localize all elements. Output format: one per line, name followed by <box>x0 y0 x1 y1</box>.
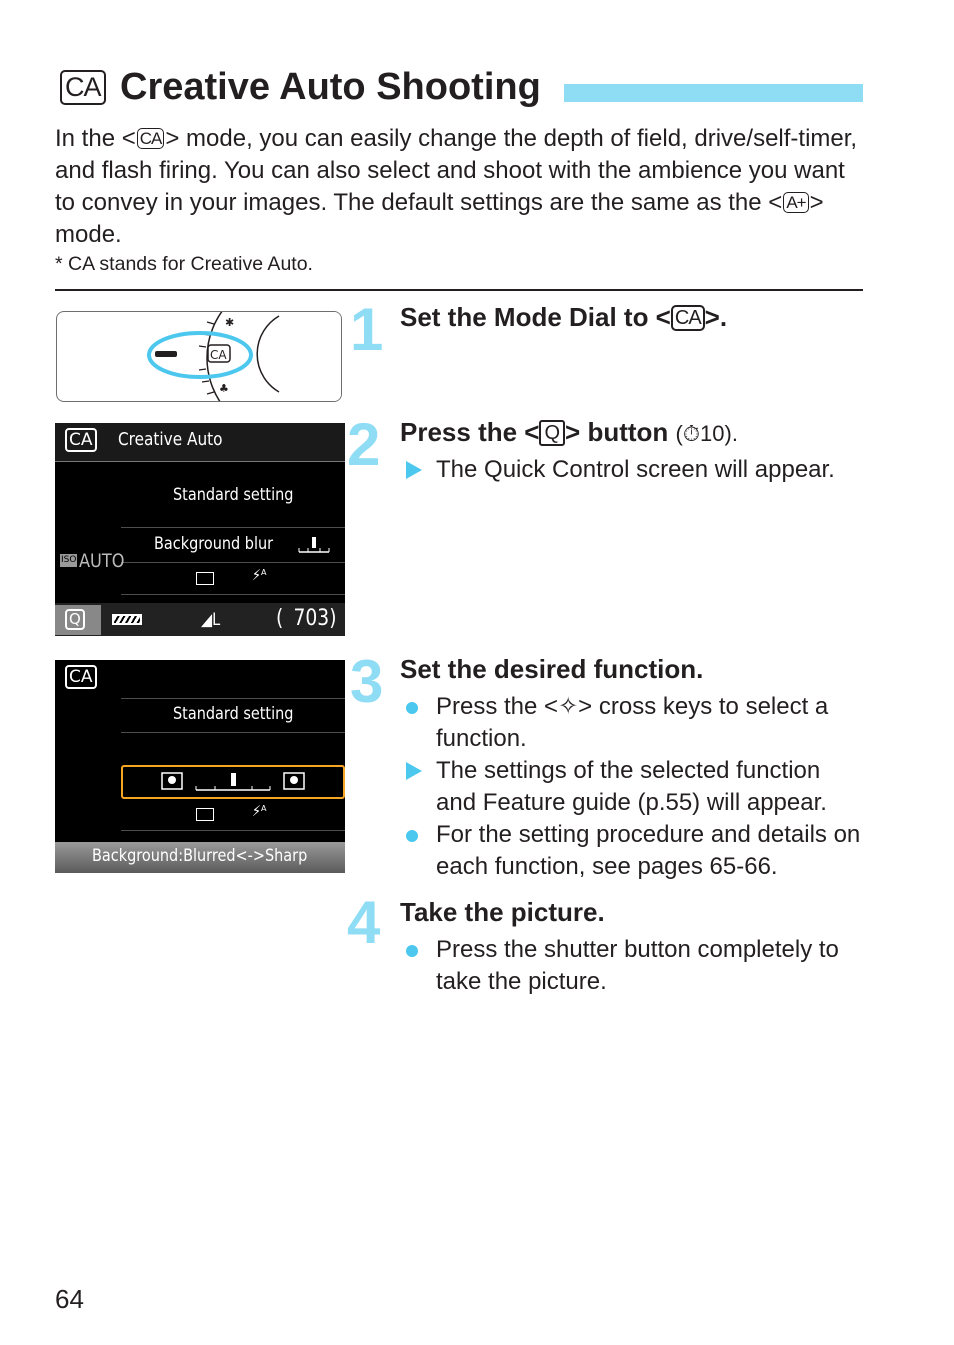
creative-auto-icon: CA <box>65 428 97 452</box>
page-title: Creative Auto Shooting <box>120 66 541 108</box>
mode-dial-icon <box>57 312 342 402</box>
drive-single-icon <box>196 808 214 821</box>
scene-intelligent-auto-icon: A+ <box>783 192 808 213</box>
mode-dial-illustration <box>56 311 342 402</box>
title-accent-bar <box>564 84 863 102</box>
svg-text:CA: CA <box>210 348 227 362</box>
bullet-text: Press the <✧> cross keys to select a function. <box>436 693 829 752</box>
bullet-dot-icon <box>406 945 418 957</box>
creative-auto-icon: CA <box>65 665 97 689</box>
divider <box>121 698 345 699</box>
bullet-text: Press the shutter button completely to take the picture. <box>436 936 839 995</box>
shots-remaining: ( 703) <box>276 606 337 631</box>
mode-name: Creative Auto <box>118 429 223 450</box>
image-quality: ◢L <box>201 610 221 630</box>
list-item <box>403 755 863 819</box>
battery-icon <box>112 614 142 625</box>
divider <box>121 562 345 563</box>
list-item <box>403 819 863 883</box>
section-header <box>60 66 865 110</box>
creative-auto-icon: CA <box>60 70 106 105</box>
function-select-screen <box>55 660 345 873</box>
step-title-text: Set the Mode Dial to < <box>400 302 671 332</box>
divider <box>121 830 345 831</box>
page-reference: (⏱10). <box>675 421 738 446</box>
creative-auto-icon: CA <box>137 128 165 149</box>
quick-control-icon: Q <box>539 420 565 446</box>
flash-auto-icon: ⚡ᴬ <box>252 566 267 584</box>
svg-text:♣: ♣ <box>219 382 229 395</box>
blur-slider-icon <box>160 770 308 794</box>
arrow-icon <box>406 461 422 479</box>
blur-scale-icon <box>297 535 331 555</box>
divider <box>121 594 345 595</box>
image-quality-value: L <box>212 610 221 630</box>
step-number: 3 <box>350 648 384 715</box>
iso-icon: ISO <box>61 555 77 565</box>
step-number: 1 <box>350 296 384 363</box>
step-title: Take the picture. <box>400 897 605 927</box>
arrow-icon <box>406 762 422 780</box>
background-blur-setting: Background blur <box>154 534 274 554</box>
list-item <box>403 691 863 755</box>
intro-text-1: In the < <box>55 125 136 152</box>
bullet-dot-icon <box>406 830 418 842</box>
intro-text-3: > mode. <box>55 189 824 248</box>
shots-remaining-value: 703 <box>293 606 330 631</box>
step-title <box>400 417 738 448</box>
ambience-setting: Standard setting <box>173 485 294 505</box>
footnote: * CA stands for Creative Auto. <box>55 253 313 275</box>
q-icon: Q <box>65 609 85 630</box>
step-title <box>400 302 727 333</box>
step-number: 4 <box>347 889 381 956</box>
drive-single-icon <box>196 572 214 585</box>
bullet-dot-icon <box>406 702 418 714</box>
bullet-text: For the setting procedure and details on each function, see pages 65-66. <box>436 821 861 880</box>
feature-guide-text: Background:Blurred<->Sharp <box>92 846 308 866</box>
divider <box>121 527 345 528</box>
bullet-text: The Quick Control screen will appear. <box>436 456 835 483</box>
creative-auto-icon: CA <box>671 305 705 331</box>
step-title-text: >. <box>704 302 728 332</box>
flash-auto-icon: ⚡ᴬ <box>252 802 267 820</box>
intro-text-2: > mode, you can easily change the depth of field, drive/self-timer, and flash firing. You can also select and shoot with the ambience you want to convey in your images. The default settings are the same as the < <box>55 125 858 216</box>
step-bullets <box>403 454 863 486</box>
quick-control-screen <box>55 423 345 636</box>
bullet-text: The settings of the selected function and Feature guide (p.55) will appear. <box>436 757 827 816</box>
divider <box>55 289 863 291</box>
step-title: Set the desired function. <box>400 654 704 684</box>
list-item <box>403 454 863 486</box>
step-number: 2 <box>347 411 381 478</box>
list-item <box>403 934 863 998</box>
step-title-text: > button <box>565 417 669 447</box>
page-number: 64 <box>55 1284 84 1314</box>
divider <box>55 461 345 462</box>
ambience-setting: Standard setting <box>173 704 294 724</box>
step-title-text: Press the < <box>400 417 540 447</box>
divider <box>121 732 345 733</box>
step-bullets <box>403 691 863 883</box>
intro-paragraph <box>55 123 867 251</box>
step-bullets <box>403 934 863 998</box>
iso-value: AUTO <box>79 550 125 572</box>
svg-text:✱: ✱ <box>225 316 235 329</box>
